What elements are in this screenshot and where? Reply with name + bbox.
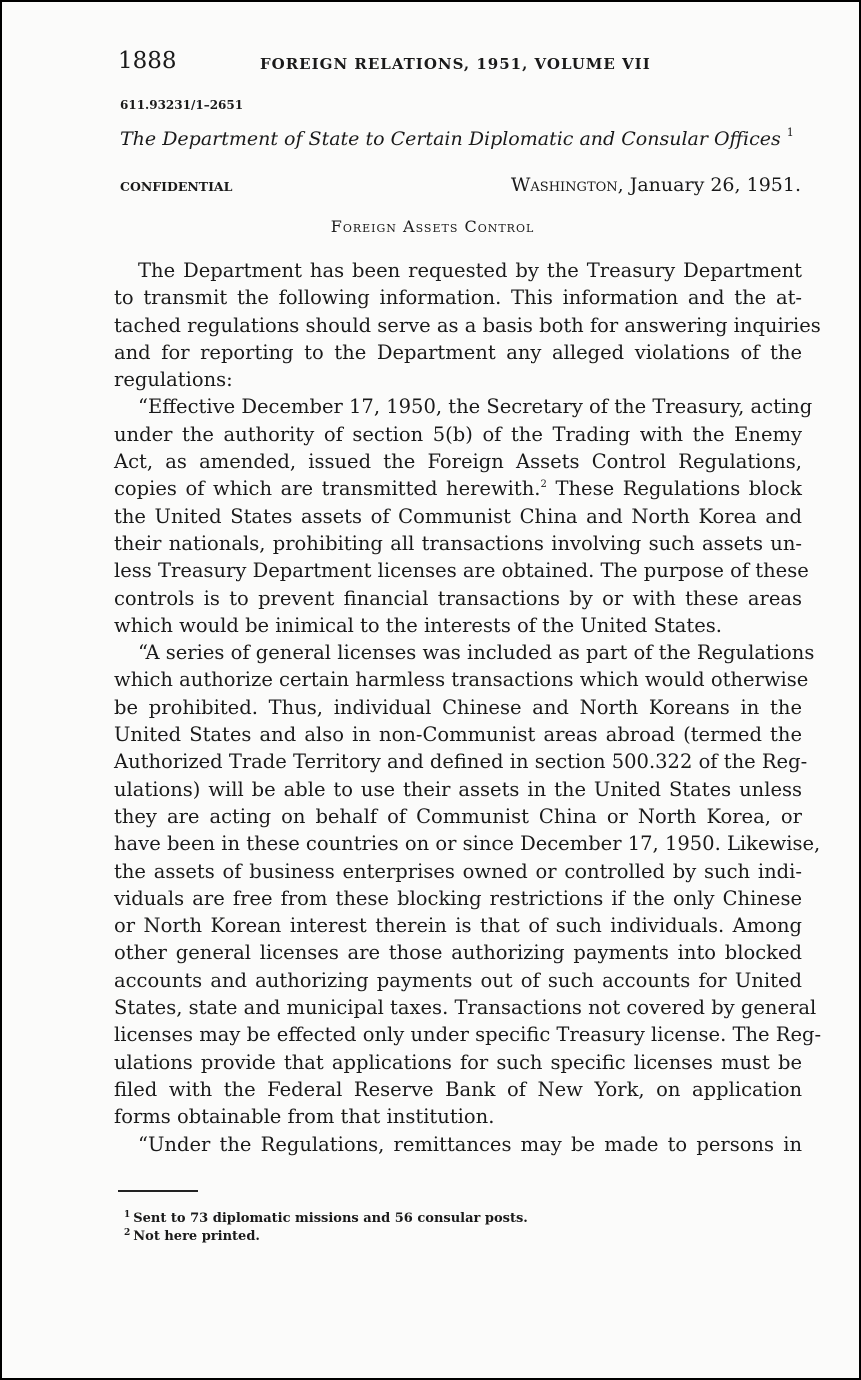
body-line: which authorize certain harmless transactions which would otherwise: [114, 668, 809, 692]
body-line: licenses may be effected only under specific Treasury license. The Reg-: [114, 1023, 822, 1047]
body-line: which would be inimical to the interests of the United States.: [114, 613, 723, 637]
dateline: Washington, January 26, 1951.: [510, 174, 801, 196]
subject-heading: Foreign Assets Control: [330, 217, 535, 236]
body-line: filed with the Federal Reserve Bank of New York, on application: [114, 1077, 802, 1101]
body-line: under the authority of section 5(b) of the Trading with the Enemy: [114, 422, 802, 446]
body-line: The Department has been requested by the Treasury Department: [138, 259, 802, 282]
body-line: States, state and municipal taxes. Transactions not covered by general: [114, 996, 817, 1020]
body-line: [114, 475, 802, 502]
body-line: viduals are free from these blocking restrictions if the only Chinese: [114, 886, 802, 910]
body-line: they are acting on behalf of Communist China or North Korea, or: [114, 804, 802, 828]
body-line: less Treasury Department licenses are obtained. The purpose of these: [114, 559, 809, 583]
body-line: tached regulations should serve as a basis both for answering inquiries: [114, 313, 821, 337]
footnote-text: Sent to 73 diplomatic missions and 56 consular posts.: [133, 1211, 528, 1226]
body-line: or North Korean interest therein is that of such individuals. Among: [114, 914, 802, 938]
body-line: ulations) will be able to use their assets in the United States unless: [114, 777, 802, 801]
body-line: “Under the Regulations, remittances may be made to persons in: [138, 1132, 802, 1156]
body-line: Act, as amended, issued the Foreign Assets Control Regulations,: [114, 450, 802, 474]
body-line-part: copies of which are transmitted herewith.: [114, 477, 541, 501]
footnote-mark: 2: [124, 1228, 131, 1238]
body-line: controls is to prevent financial transactions by or with these areas: [114, 586, 802, 610]
body-line: accounts and authorizing payments out of such accounts for United: [114, 968, 802, 992]
body-line: regulations:: [114, 368, 233, 392]
footnote-ref-2: 2: [540, 479, 547, 491]
footnote: [124, 1206, 724, 1224]
classification-label: CONFIDENTIAL: [120, 179, 233, 194]
body-line: have been in these countries on or since December 17, 1950. Likewise,: [114, 832, 821, 856]
running-head: FOREIGN RELATIONS, 1951, VOLUME VII: [260, 55, 651, 73]
body-text: [114, 257, 822, 1158]
body-line: their nationals, prohibiting all transactions involving such assets un-: [114, 531, 802, 555]
page-header: [118, 48, 798, 80]
body-line: other general licenses are those authorizing payments into blocked: [114, 941, 802, 965]
body-line-part: These Regulations block: [555, 477, 802, 501]
body-line: and for reporting to the Department any alleged violations of the: [114, 340, 802, 364]
body-line: Authorized Trade Territory and defined in section 500.322 of the Reg-: [114, 750, 808, 774]
footnote-mark: 1: [124, 1210, 131, 1220]
footnotes: [124, 1206, 724, 1242]
file-number: 611.93231/1–2651: [120, 98, 244, 112]
body-line: “Effective December 17, 1950, the Secretary of the Treasury, acting: [138, 395, 813, 419]
footnote-text: Not here printed.: [133, 1229, 260, 1244]
document-title-text: The Department of State to Certain Diplomatic and Consular Offices: [120, 128, 781, 150]
body-line: “A series of general licenses was included as part of the Regulations: [138, 641, 815, 665]
body-line: United States and also in non-Communist areas abroad (termed the: [114, 723, 802, 747]
page-number: 1888: [118, 48, 177, 74]
footnote: [124, 1224, 724, 1242]
document-title: [120, 126, 810, 150]
body-line: the assets of business enterprises owned or controlled by such indi-: [114, 859, 802, 883]
body-line: the United States assets of Communist China and North Korea and: [114, 504, 802, 528]
body-line: forms obtainable from that institution.: [114, 1105, 495, 1129]
body-line: be prohibited. Thus, individual Chinese and North Koreans in the: [114, 695, 802, 719]
body-line: to transmit the following information. This information and the at-: [114, 286, 802, 310]
body-line: ulations provide that applications for such specific licenses must be: [114, 1050, 802, 1074]
footnote-ref-1: 1: [786, 126, 794, 139]
footnote-divider: [118, 1190, 198, 1192]
